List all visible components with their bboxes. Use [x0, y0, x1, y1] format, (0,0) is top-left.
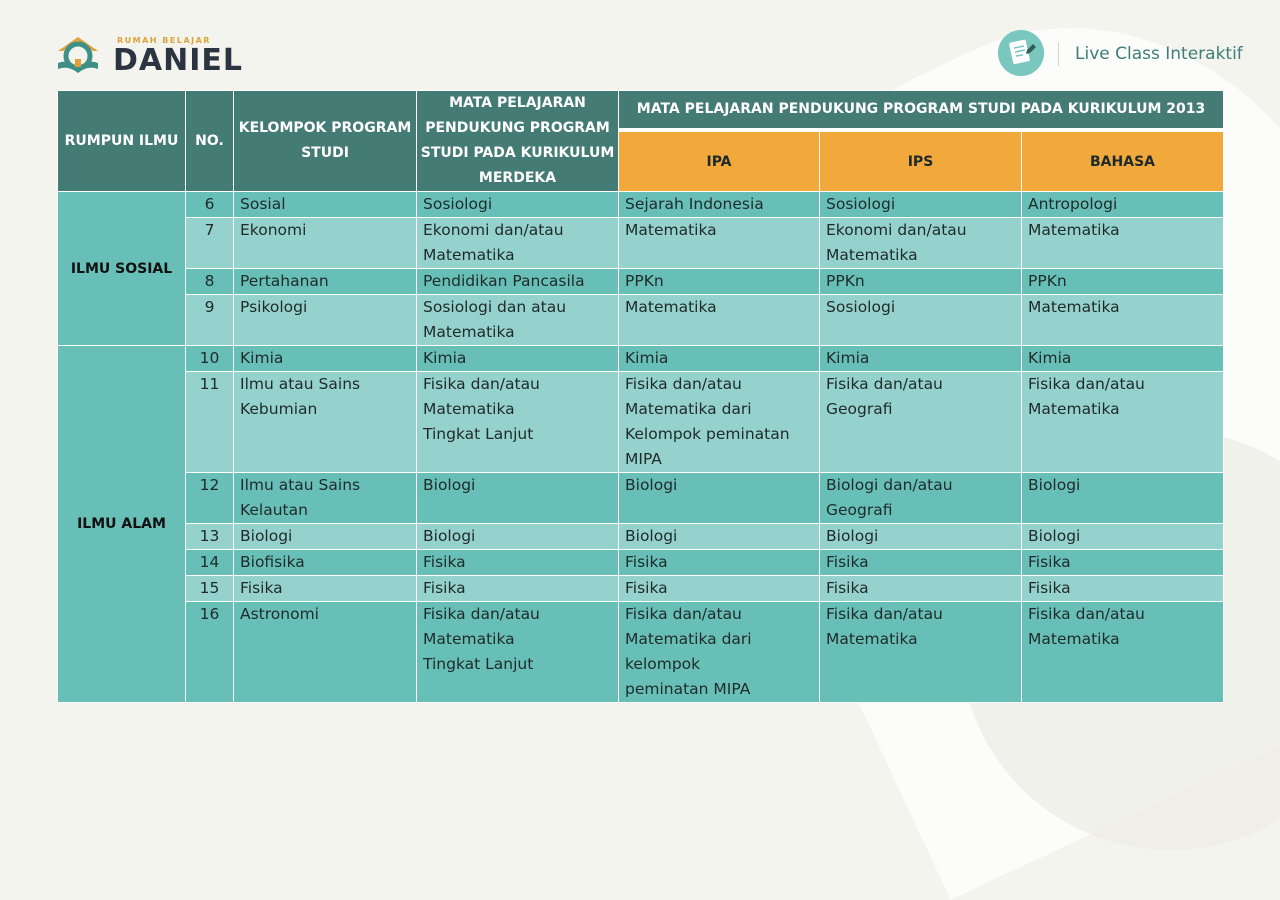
table-row	[58, 602, 1224, 703]
cell-ips: Fisika dan/atau Matematika	[820, 602, 1022, 703]
table-row	[58, 269, 1224, 295]
cell-ipa: Sejarah Indonesia	[619, 192, 820, 218]
house-book-logo-icon	[55, 33, 101, 79]
group-label: ILMU ALAM	[58, 346, 186, 703]
cell-bahasa: Matematika	[1022, 295, 1224, 346]
cell-kelompok: Kimia	[234, 346, 417, 372]
cell-ips: Fisika	[820, 550, 1022, 576]
cell-ipa: Kimia	[619, 346, 820, 372]
cell-bahasa: Antropologi	[1022, 192, 1224, 218]
header-divider	[1058, 42, 1059, 66]
cell-kelompok: Astronomi	[234, 602, 417, 703]
live-class-badge	[998, 30, 1258, 80]
cell-bahasa: Kimia	[1022, 346, 1224, 372]
cell-ipa: Biologi	[619, 473, 820, 524]
cell-number: 7	[186, 218, 234, 269]
cell-ips: Biologi	[820, 524, 1022, 550]
cell-ipa: Matematika	[619, 218, 820, 269]
cell-bahasa: Fisika	[1022, 576, 1224, 602]
header-kurikulum-merdeka: MATA PELAJARAN PENDUKUNG PROGRAM STUDI PADA KURIKULUM MERDEKA	[417, 91, 619, 192]
header-rumpun-ilmu: RUMPUN ILMU	[58, 91, 186, 192]
brand-logo	[55, 33, 245, 81]
cell-ipa: Biologi	[619, 524, 820, 550]
cell-bahasa: Fisika	[1022, 550, 1224, 576]
cell-ips: Sosiologi	[820, 295, 1022, 346]
cell-merdeka: Sosiologi	[417, 192, 619, 218]
cell-merdeka: Kimia	[417, 346, 619, 372]
cell-bahasa: Fisika dan/atau Matematika	[1022, 372, 1224, 473]
cell-merdeka: Sosiologi dan atau Matematika	[417, 295, 619, 346]
cell-bahasa: Matematika	[1022, 218, 1224, 269]
table-row	[58, 346, 1224, 372]
cell-number: 13	[186, 524, 234, 550]
table-row	[58, 524, 1224, 550]
cell-kelompok: Fisika	[234, 576, 417, 602]
cell-merdeka: Fisika	[417, 550, 619, 576]
cell-ips: Kimia	[820, 346, 1022, 372]
brand-tagline: RUMAH BELAJAR	[117, 36, 211, 45]
cell-number: 14	[186, 550, 234, 576]
table-row	[58, 576, 1224, 602]
cell-ips: Sosiologi	[820, 192, 1022, 218]
cell-ips: Fisika dan/atau Geografi	[820, 372, 1022, 473]
cell-kelompok: Sosial	[234, 192, 417, 218]
cell-bahasa: PPKn	[1022, 269, 1224, 295]
header-bahasa: BAHASA	[1022, 130, 1224, 191]
notepad-pencil-icon	[998, 30, 1044, 76]
cell-bahasa: Biologi	[1022, 524, 1224, 550]
cell-merdeka: Biologi	[417, 473, 619, 524]
cell-ipa: Fisika dan/atau Matematika dari Kelompok peminatan MIPA	[619, 372, 820, 473]
cell-number: 12	[186, 473, 234, 524]
cell-ips: Ekonomi dan/atau Matematika	[820, 218, 1022, 269]
table-row	[58, 372, 1224, 473]
cell-number: 11	[186, 372, 234, 473]
table-row	[58, 473, 1224, 524]
live-class-label: Live Class Interaktif	[1075, 44, 1243, 64]
cell-ips: Fisika	[820, 576, 1022, 602]
cell-number: 9	[186, 295, 234, 346]
table-row	[58, 218, 1224, 269]
cell-kelompok: Biofisika	[234, 550, 417, 576]
cell-merdeka: Fisika	[417, 576, 619, 602]
cell-bahasa: Fisika dan/atau Matematika	[1022, 602, 1224, 703]
cell-number: 10	[186, 346, 234, 372]
group-label: ILMU SOSIAL	[58, 192, 186, 346]
study-program-table	[57, 90, 1224, 703]
cell-merdeka: Fisika dan/atau Matematika Tingkat Lanjut	[417, 372, 619, 473]
cell-merdeka: Ekonomi dan/atau Matematika	[417, 218, 619, 269]
cell-merdeka: Biologi	[417, 524, 619, 550]
cell-ipa: Fisika	[619, 550, 820, 576]
header-kelompok-program-studi: KELOMPOK PROGRAM STUDI	[234, 91, 417, 192]
cell-ips: Biologi dan/atau Geografi	[820, 473, 1022, 524]
cell-kelompok: Psikologi	[234, 295, 417, 346]
cell-merdeka: Fisika dan/atau Matematika Tingkat Lanjut	[417, 602, 619, 703]
cell-number: 6	[186, 192, 234, 218]
header-no: NO.	[186, 91, 234, 192]
cell-merdeka: Pendidikan Pancasila	[417, 269, 619, 295]
cell-kelompok: Pertahanan	[234, 269, 417, 295]
header-ips: IPS	[820, 130, 1022, 191]
cell-ipa: Fisika	[619, 576, 820, 602]
table-row	[58, 192, 1224, 218]
table-row	[58, 295, 1224, 346]
cell-kelompok: Ekonomi	[234, 218, 417, 269]
cell-number: 8	[186, 269, 234, 295]
table-row	[58, 550, 1224, 576]
cell-ipa: PPKn	[619, 269, 820, 295]
header-ipa: IPA	[619, 130, 820, 191]
brand-name: DANIEL	[113, 43, 243, 78]
cell-ipa: Fisika dan/atau Matematika dari kelompok peminatan MIPA	[619, 602, 820, 703]
cell-number: 16	[186, 602, 234, 703]
cell-number: 15	[186, 576, 234, 602]
cell-kelompok: Ilmu atau Sains Kebumian	[234, 372, 417, 473]
cell-bahasa: Biologi	[1022, 473, 1224, 524]
header-kurikulum-2013: MATA PELAJARAN PENDUKUNG PROGRAM STUDI PADA KURIKULUM 2013	[619, 91, 1224, 131]
cell-ipa: Matematika	[619, 295, 820, 346]
cell-kelompok: Biologi	[234, 524, 417, 550]
cell-ips: PPKn	[820, 269, 1022, 295]
cell-kelompok: Ilmu atau Sains Kelautan	[234, 473, 417, 524]
